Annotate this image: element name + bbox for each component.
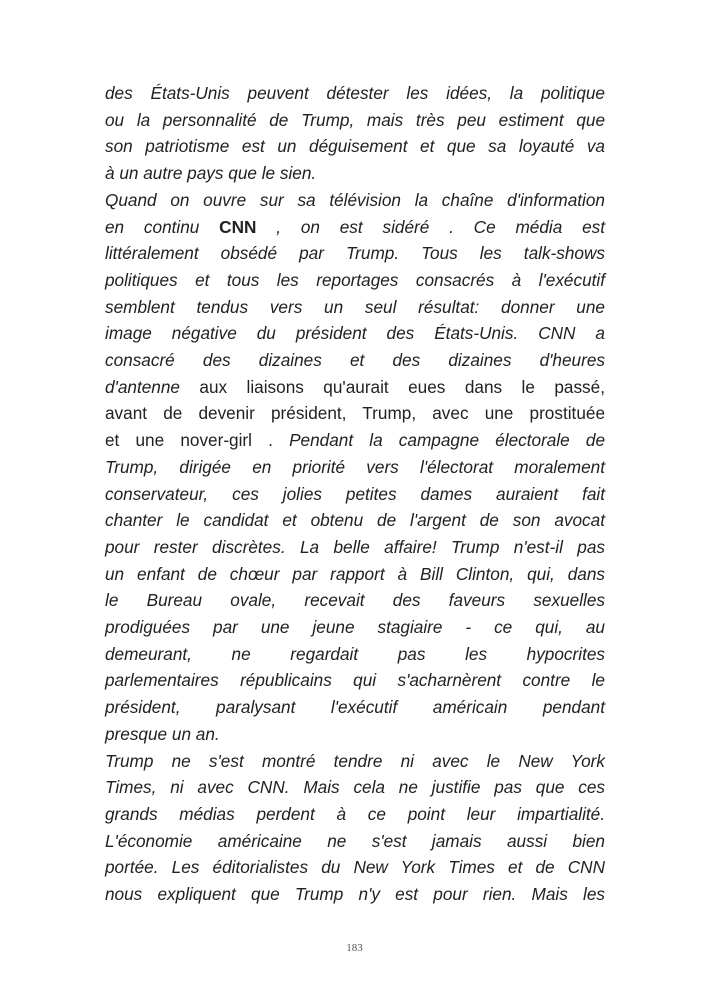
text-run: Quand on ouvre sur sa télévision la chaîne d'information (105, 189, 605, 210)
text-run: L'économie américaine ne s'est jamais aussi bien (105, 830, 605, 851)
text-run: Trump ne s'est montré tendre ni avec le New York (105, 750, 605, 771)
text-line (105, 107, 605, 134)
text-line (105, 481, 605, 508)
text-line (105, 694, 605, 721)
text-run: avant de devenir président, Trump, avec une prostituée (105, 403, 605, 424)
text-line (105, 614, 605, 641)
text-line (105, 80, 605, 107)
text-run: , on est sidéré . Ce média est (256, 216, 606, 237)
text-line (105, 427, 605, 454)
text-run: image négative du président des États-Unis. CNN a (105, 323, 605, 344)
text-run: Times, ni avec CNN. Mais cela ne justifie pas que ces (105, 777, 605, 798)
bold-text: CNN (219, 216, 257, 237)
text-line (105, 507, 605, 534)
text-run: littéralement obsédé par Trump. Tous les talk-shows (105, 243, 605, 264)
text-line (105, 667, 605, 694)
text-line (105, 454, 605, 481)
text-run: en continu (105, 216, 220, 237)
text-run: politiques et tous les reportages consacrés à l'exécutif (105, 269, 605, 290)
text-run: portée. Les éditorialistes du New York Times et de CNN (105, 857, 605, 878)
text-line (105, 214, 605, 241)
text-line (105, 561, 605, 588)
text-line (105, 267, 605, 294)
text-run: presque un an. (105, 723, 220, 744)
text-line (105, 854, 605, 881)
text-line (105, 320, 605, 347)
text-run: demeurant, ne regardait pas les hypocrites (105, 643, 605, 664)
text-line (105, 160, 605, 187)
text-line (105, 748, 605, 775)
text-run: Trump, dirigée en priorité vers l'électorat moralement (105, 456, 605, 477)
text-line (105, 347, 605, 374)
text-line (105, 641, 605, 668)
paragraph (105, 748, 605, 908)
text-run: semblent tendus vers un seul résultat: donner une (105, 296, 605, 317)
text-line (105, 400, 605, 427)
body-text (105, 80, 605, 908)
text-line (105, 294, 605, 321)
text-run: grands médias perdent à ce point leur impartialité. (105, 803, 605, 824)
page-number: 183 (346, 942, 363, 954)
text-run: parlementaires républicains qui s'acharnèrent contre le (105, 670, 605, 691)
text-run: un enfant de chœur par rapport à Bill Clinton, qui, dans (105, 563, 605, 584)
text-run: des États-Unis peuvent détester les idées, la politique (105, 83, 605, 103)
text-line (105, 828, 605, 855)
text-run: consacré des dizaines et des dizaines d'heures (105, 350, 605, 371)
text-line (105, 534, 605, 561)
text-run: conservateur, ces jolies petites dames auraient fait (105, 483, 605, 504)
paragraph (105, 80, 605, 187)
text-line (105, 240, 605, 267)
text-line (105, 721, 605, 748)
text-line (105, 587, 605, 614)
text-run: le Bureau ovale, recevait des faveurs sexuelles (105, 590, 605, 611)
text-run: et une nover-girl . (105, 430, 290, 451)
text-run: à un autre pays que le sien. (105, 163, 317, 184)
text-line (105, 774, 605, 801)
text-run: pour rester discrètes. La belle affaire! Trump n'est-il pas (105, 536, 605, 557)
text-run: président, paralysant l'exécutif américain pendant (105, 697, 605, 718)
text-line (105, 881, 605, 908)
text-line (105, 374, 605, 401)
text-run: d'antenne (105, 376, 180, 397)
text-run: aux liaisons qu'aurait eues dans le passé, (179, 376, 605, 397)
paragraph (105, 187, 605, 748)
text-run: ou la personnalité de Trump, mais très peu estiment que (105, 109, 605, 130)
text-run: son patriotisme est un déguisement et que sa loyauté va (105, 136, 605, 157)
text-run: chanter le candidat et obtenu de l'argent de son avocat (105, 510, 605, 531)
text-line (105, 187, 605, 214)
text-run: Pendant la campagne électorale de (289, 430, 606, 451)
text-run: nous expliquent que Trump n'y est pour rien. Mais les (105, 884, 605, 905)
text-line (105, 801, 605, 828)
text-line (105, 133, 605, 160)
text-run: prodiguées par une jeune stagiaire - ce qui, au (105, 617, 605, 638)
